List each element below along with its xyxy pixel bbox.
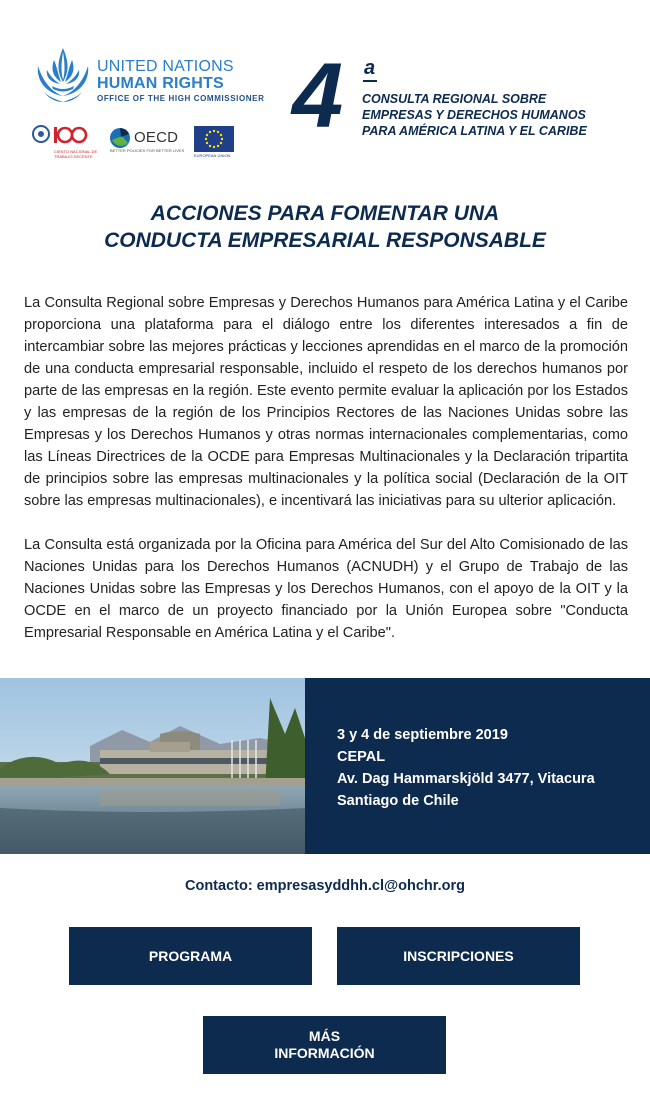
ordinal-underline	[363, 80, 377, 82]
main-heading	[0, 200, 650, 254]
oit-caption: CIENTO NACIONAL DE TRABAJO DECENTE	[54, 149, 98, 159]
paragraph-2: La Consulta está organizada por la Oficina para América del Sur del Alto Comisionado de las Naciones Unidas para los Derechos Humanos (ACNUDH) y el Grupo de Trabajo de las Naciones Unidas sobre las Empresas y los Derechos Humanos, con el apoyo de la OIT y la OCDE en el marco de un proyecto financiado por la Unión Europea sobre "Conducta Empresarial Responsable en América Latina y el Caribe".	[24, 537, 628, 641]
event-band	[0, 678, 650, 854]
event-info	[305, 678, 650, 854]
body-text	[24, 292, 628, 666]
un-human-rights-logo-icon	[34, 42, 92, 108]
mas-informacion-line-1: MÁS	[308, 1028, 341, 1044]
main-heading-line-1: ACCIONES PARA FOMENTAR UNA	[150, 202, 500, 225]
mas-informacion-button[interactable]	[203, 1016, 446, 1074]
eu-caption: EUROPEAN UNION	[194, 153, 231, 158]
event-title	[362, 91, 587, 139]
event-ordinal: a	[364, 57, 376, 79]
event-title-line-1: CONSULTA REGIONAL SOBRE	[362, 92, 547, 106]
un-wordmark	[97, 58, 265, 103]
event-address: Av. Dag Hammarskjöld 3477, Vitacura	[337, 771, 595, 787]
un-line-2: HUMAN RIGHTS	[97, 75, 224, 92]
inscripciones-button[interactable]: INSCRIPCIONES	[337, 927, 580, 985]
event-date: 3 y 4 de septiembre 2019	[337, 727, 508, 743]
event-title-line-3: PARA AMÉRICA LATINA Y EL CARIBE	[362, 124, 587, 138]
contact-email[interactable]: Contacto: empresasyddhh.cl@ohchr.org	[184, 878, 466, 894]
cepal-building-photo	[0, 678, 305, 854]
header	[0, 0, 650, 170]
event-city: Santiago de Chile	[337, 793, 459, 809]
oecd-tagline: BETTER POLICIES FOR BETTER LIVES	[110, 148, 185, 153]
programa-button[interactable]: PROGRAMA	[69, 927, 312, 985]
event-venue: CEPAL	[337, 749, 386, 765]
oecd-wordmark: OECD	[134, 129, 179, 146]
main-heading-line-2: CONDUCTA EMPRESARIAL RESPONSABLE	[104, 229, 546, 252]
mas-informacion-line-2: INFORMACIÓN	[274, 1045, 375, 1061]
un-line-3: OFFICE OF THE HIGH COMMISSIONER	[97, 94, 265, 103]
paragraph-1: La Consulta Regional sobre Empresas y Derechos Humanos para América Latina y el Caribe proporciona una plataforma para el diálogo entre los diferentes interesados a fin de intercambiar sobre las mejores prácticas y lecciones aprendidas en el marco de la promoción de una conducta empresarial responsable, incluido el respeto de los derechos humanos por parte de las empresas en la región. Este evento permite evaluar la aplicación por los Estados y las empresas de la región de los Principios Rectores de las Naciones Unidas sobre las Empresas y los Derechos Humanos y otras normas internacionales complementarias, como las Líneas Directrices de la OCDE para Empresas Multinacionales y la Declaración tripartita de principios sobre las empresas multinacionales y la política social (Declaración de la OIT sobre las empresas multinacionales), e incentivará las iniciativas para su ulterior aplicación.	[24, 295, 628, 509]
event-number: 4	[292, 45, 344, 147]
un-line-1: UNITED NATIONS	[97, 58, 234, 75]
eu-flag-icon	[194, 126, 234, 152]
cepal-photo-illustration	[0, 678, 305, 854]
event-title-line-2: EMPRESAS Y DERECHOS HUMANOS	[362, 108, 586, 122]
